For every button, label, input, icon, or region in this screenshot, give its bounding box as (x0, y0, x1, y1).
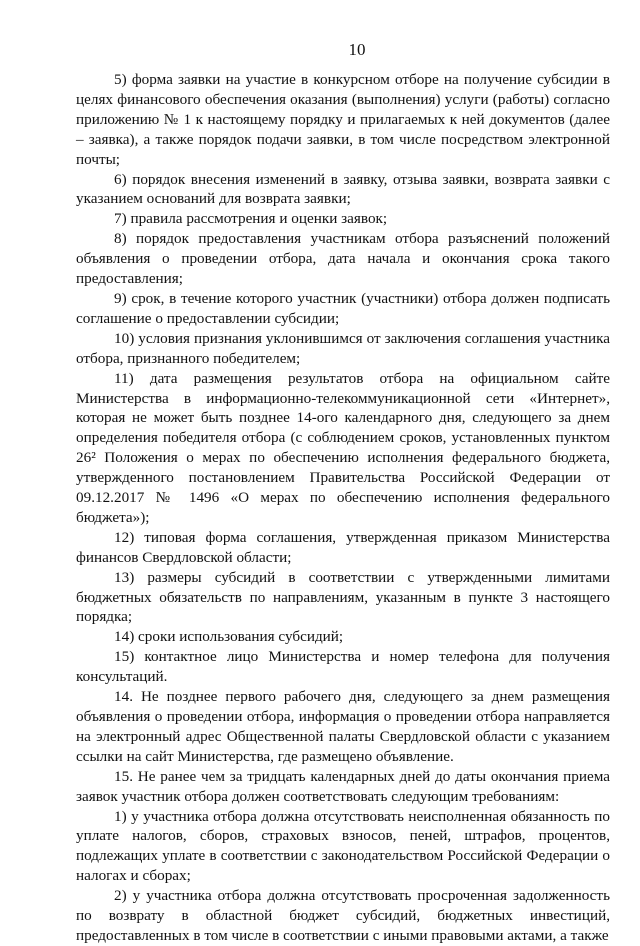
paragraph-section-15-requirements: 15. Не ранее чем за тридцать календарных дней до даты окончания приема заявок участник отбора должен соответствовать следующим требованиям: (76, 767, 610, 805)
paragraph-item-14-usage-terms: 14) сроки использования субсидий; (114, 628, 344, 646)
paragraph-item-13-subsidy-amounts: 13) размеры субсидий в соответствии с утвержденными лимитами бюджетных обязательств по направлениям, указанным в пункте 3 настоящего порядка; (76, 568, 610, 626)
paragraph-item-9-signing-deadline: 9) срок, в течение которого участник (участники) отбора должен подписать соглашение о предоставлении субсидии; (76, 289, 610, 327)
paragraph-section-14-notification: 14. Не позднее первого рабочего дня, следующего за днем размещения объявления о проведении отбора, информация о проведении отбора направляется на электронный адрес Общественной палаты Свердловской области с указанием ссылки на сайт Министерства, где размещено объявление. (76, 688, 610, 765)
paragraph-requirement-1-taxes: 1) у участника отбора должна отсутствовать неисполненная обязанность по уплате налогов, сборов, страховых взносов, пеней, штрафов, процентов, подлежащих уплате в соответствии с законодательством Российской Федерации о налогах и сборах; (76, 807, 610, 885)
paragraph-item-12-agreement-form: 12) типовая форма соглашения, утвержденная приказом Министерства финансов Свердловской области; (76, 528, 610, 566)
paragraph-item-6-application-changes: 6) порядок внесения изменений в заявку, отзыва заявки, возврата заявки с указанием оснований для возврата заявки; (76, 170, 610, 208)
paragraph-item-11-results-publication: 11) дата размещения результатов отбора на официальном сайте Министерства в информационно-телекоммуникационной сети «Интернет», которая не может быть позднее 14-ого календарного дня, следующего за днем определения победителя отбора (с соблюдением сроков, установленных пунктом 26² Положения о мерах по обеспечению исполнения федерального бюджета, утвержденного постановлением Правительства Российской Федерации от 09.12.2017 № 1496 «О мерах по обеспечению исполнения федерального бюджета»); (76, 369, 610, 526)
paragraph-item-5-application-form: 5) форма заявки на участие в конкурсном отборе на получение субсидии в целях финансового обеспечения оказания (выполнения) услуги (работы) согласно приложению № 1 к настоящему порядку и прилагаемых к ней документов (далее – заявка), а также порядок подачи заявки, в том числе посредством электронной почты; (76, 71, 610, 168)
paragraph-requirement-2-debts: 2) у участника отбора должна отсутствовать просроченная задолженность по возврату в областной бюджет субсидий, бюджетных инвестиций, предоставленных в том числе в соответствии с иными правовыми актами, а также (76, 887, 610, 944)
paragraph-item-8-clarifications: 8) порядок предоставления участникам отбора разъяснений положений объявления о проведении отбора, дата начала и окончания срока такого предоставления; (76, 230, 610, 288)
paragraph-item-10-evasion-conditions: 10) условия признания уклонившимся от заключения соглашения участника отбора, признанного победителем; (76, 329, 610, 367)
page-number: 10 (348, 40, 366, 59)
paragraph-item-15-contact-person: 15) контактное лицо Министерства и номер телефона для получения консультаций. (76, 648, 610, 686)
paragraph-item-7-review-rules: 7) правила рассмотрения и оценки заявок; (114, 210, 388, 228)
